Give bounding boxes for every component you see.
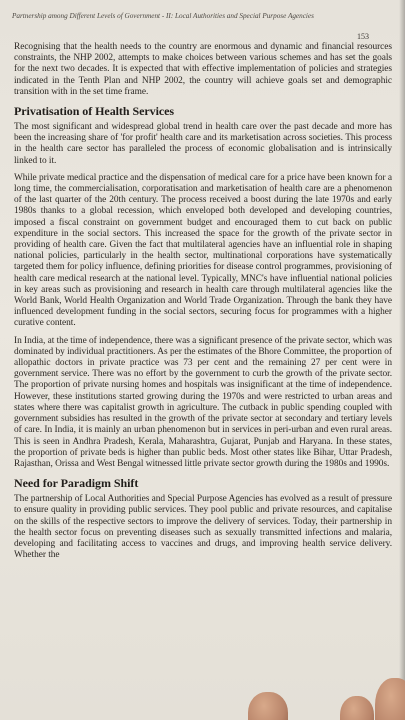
paragraph: Recognising that the health needs to the country are enormous and dynamic and financial resources constraints, the NHP 2002, attempts to make choices between various schemes and has set the goals for the next two decades. It is expected that with effective implementation of policies and strategies indicated in the Tenth Plan and NHP 2002, the country will achieve goals set and demographic transition with in the set time frame. [14, 42, 392, 97]
running-header: Partnership among Different Levels of Government - II: Local Authorities and Special Purpose Agencies [12, 12, 314, 20]
section-heading: Privatisation of Health Services [14, 104, 175, 119]
finger [375, 678, 405, 720]
paragraph: In India, at the time of independence, there was a significant presence of the private sector, which was dominated by individual practitioners. As per the estimates of the Bhore Committee, the proportion of allopathic doctors in private practice was 73 per cent and the remaining 27 per cent were in government service. There was no effort by the government to curb the growth of the private sector. The proportion of private nursing homes and hospitals was insignificant at the time of independence. However, these institutions started growing during the 1970s and were restricted to urban areas and states where there was capitalist growth in agriculture. The cutback in public spending coupled with government subsidies has resulted in the growth of the private sector at secondary and tertiary levels of care. In India, it is mainly an urban phenomenon but in services in peri-urban and even rural areas. This is seen in Andhra Pradesh, Kerala, Maharashtra, Gujarat, Punjab and Haryana. In these states, the proportion of private beds is higher than public beds. Most other states like Bihar, Uttar Pradesh, Rajasthan, Orissa and West Bengal witnessed little private sector growth during the 1980s and 1990s. [14, 335, 392, 469]
page-body [14, 42, 392, 567]
page-edge-shadow [399, 0, 405, 720]
finger [340, 696, 374, 720]
page-number: 153 [357, 32, 369, 41]
section-heading: Need for Paradigm Shift [14, 476, 139, 491]
paragraph: The partnership of Local Authorities and Special Purpose Agencies has evolved as a result of pressure to ensure quality in providing public services. They pool public and private resources, and capitalise on the skills of the respective sectors to improve the delivery of services. Today, their partnership in the health sector focus on preventing diseases such as sexually transmitted infections and malaria, developing and facilitating access to vaccines and drugs, and improving health service delivery. Whether the [14, 494, 392, 561]
paragraph: While private medical practice and the dispensation of medical care for a price have been known for a long time, the commercialisation, corporatisation and marketisation of health care are a phenomenon of the last quarter of the 20th century. The process received a boost during the late 1970s and early 1980s thanks to a global recession, which enveloped both developed and developing countries, imposed a fiscal constraint on government budget and encouraged them to cut back on public expenditure in the social sectors. This increased the space for the growth of the private sector in providing of health care. Given the fact that multilateral agencies have an influential role in shaping national policies, particularly in the health sector, multinational corporations have systematically targeted them for policy influence, defining priorities for disease control programmes, provisioning of health care medical research at the national level. Typically, MNC's have influential national policies in key areas such as provisioning and research in health care through multilateral agencies like the World Bank, World Health Organization and World Trade Organization. Through the bank they have influenced development funding in the social sectors, securing focus for programmes with a higher curative content. [14, 172, 392, 329]
finger [248, 692, 288, 720]
paragraph: The most significant and widespread global trend in health care over the past decade and more has been the increasing share of 'for profit' health care and its marketisation across societies. This process in the health care sector has paralleled the process of economic globalisation and is intrinsically linked to it. [14, 122, 392, 166]
